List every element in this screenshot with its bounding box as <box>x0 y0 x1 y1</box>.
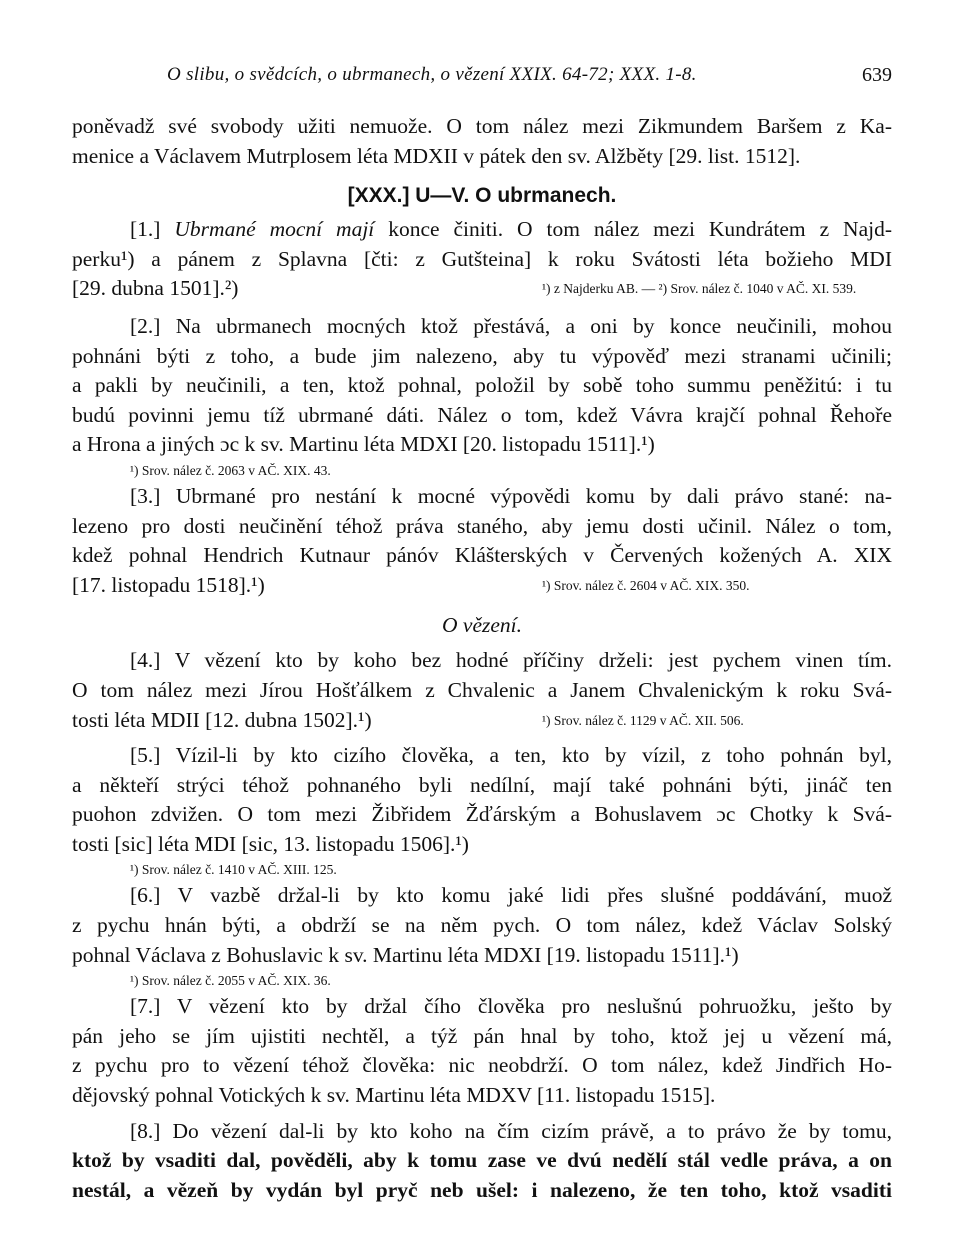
p1-line-3 <box>72 274 892 304</box>
p3-footnote: ¹) Srov. nález č. 2604 v AČ. XIX. 350. <box>542 577 750 593</box>
p5-line-3: puohon zdvižen. O tom mezi Žibřidem Žďárským a Bohuslavem ɔc Chotky k Svá- <box>72 802 892 827</box>
p2-line-1: [2.] Na ubrmanech mocných ktož přestává, a oni by konce neučinili, mohou <box>130 313 892 338</box>
p3-line-4 <box>72 571 892 601</box>
p2-line-3: a pakli by neučinili, a ten, ktož pohnal, položil by sobě toho summu peněžitú: i tu <box>72 373 892 398</box>
p5-line-2: a někteří strýci téhož pohnaného byli nedílní, mají také pohnáni býti, jináč ten <box>72 772 892 797</box>
p4-line-3-text: tosti léta MDII [12. dubna 1502].¹) <box>72 707 372 732</box>
p7-line-4: dějovský pohnal Votických k sv. Martinu léta MDXV [11. listopadu 1515]. <box>72 1083 716 1108</box>
intro-line-1: poněvadž své svobody užiti nemuože. O tom nález mezi Zikmundem Baršem z Ka- <box>72 114 892 138</box>
p6-line-1: [6.] V vazbě držal-li by kto komu jaké lidi přes slušné poddávání, muož <box>130 883 892 908</box>
text-column <box>72 112 892 1205</box>
p4-line-3 <box>72 706 892 736</box>
p6-footnote: ¹) Srov. nález č. 2055 v AČ. XIX. 36. <box>130 973 331 989</box>
p1-line-2: perku¹) a pánem z Splavna [čti: z Gutšteina] k roku Svátosti léta božieho MDI <box>72 246 892 271</box>
p1-italic: Ubrmané mocní mají <box>174 217 375 242</box>
p4-line-2: O tom nález mezi Jírou Hošťálkem z Chvalenic a Janem Chvalenickým k roku Svá- <box>72 677 892 702</box>
intro-line-2: menice a Václavem Mutrplosem léta MDXII v pátek den sv. Alžběty [29. list. 1512]. <box>72 143 801 168</box>
p3-line-3: kdež pohnal Hendrich Kutnaur pánóv Klášterských v Červených kožených A. XIX <box>72 543 892 568</box>
p8-line-1: [8.] Do vězení dal-li by kto koho na čím cizím právě, a to právo že by tomu, <box>130 1118 892 1143</box>
p1-number: [1.] <box>130 217 161 242</box>
running-head: O slibu, o svědcích, o ubrmanech, o vězení XXIX. 64-72; XXX. 1-8. <box>167 64 697 85</box>
p6-line-2: z pychu hnán býti, a obdrží se na něm pych. O tom nález, kdež Václav Solský <box>72 913 892 938</box>
page-number: 639 <box>862 64 892 86</box>
p7-line-2: pán jeho se jím ujistiti nechtěl, a týž pán hnal by toho, ktož jej u vězení má, <box>72 1023 892 1048</box>
section-heading: [XXX.] U—V. O ubrmanech. <box>347 184 617 208</box>
p1-line-1-rest: konce činiti. O tom nález mezi Kundrátem z Najd- <box>388 217 893 242</box>
p3-line-2: lezeno pro dosti neučinění téhož práva staného, aby jemu dosti učinil. Nález o tom, <box>72 513 892 538</box>
p8-line-2: ktož by vsaditi dal, pověděli, aby k tomu zase ve dvú nedělí stál vedle práva, a on <box>72 1148 892 1173</box>
p2-footnote: ¹) Srov. nález č. 2063 v AČ. XIX. 43. <box>130 462 331 478</box>
p1-line-1 <box>72 215 892 245</box>
p7-line-1: [7.] V vězení kto by držal čího člověka pro neslušnú pohruožku, ješto by <box>130 994 892 1019</box>
p5-footnote: ¹) Srov. nález č. 1410 v AČ. XIII. 125. <box>130 862 337 878</box>
p2-line-4: budú povinni jemu tíž ubrmané dáti. Nález o tom, kdež Vávra krajčí pohnal Řehoře <box>72 402 892 427</box>
p2-line-5: a Hrona a jiných ɔc k sv. Martinu léta MDXI [20. listopadu 1511].¹) <box>72 432 655 457</box>
p1-footnote: ¹) z Najderku AB. — ²) Srov. nález č. 1040 v AČ. XI. 539. <box>542 281 857 297</box>
p7-line-3: z pychu pro to vězení téhož člověka: nic neobdrží. O tom nález, kdež Jindřich Ho- <box>72 1053 892 1078</box>
page-header <box>72 64 892 94</box>
p8-line-3: nestál, a vězeň by vydán byl pryč neb ušel: i nalezeno, že ten toho, ktož vsaditi <box>72 1177 892 1202</box>
p6-line-3: pohnal Václava z Bohuslavic k sv. Martinu léta MDXI [19. listopadu 1511].¹) <box>72 942 739 967</box>
p2-line-2: pohnáni býti z toho, a bude jim nalezeno, aby tu výpověď mezi stranami učinili; <box>72 343 892 368</box>
p5-line-1: [5.] Vízil-li by kto cizího člověka, a ten, kto by vízil, z toho pohnán byl, <box>130 743 892 768</box>
p3-line-4-text: [17. listopadu 1518].¹) <box>72 572 265 597</box>
p1-line-3-text: [29. dubna 1501].²) <box>72 276 239 301</box>
p3-line-1: [3.] Ubrmané pro nestání k mocné výpovědi komu by dali právo stané: na- <box>130 483 892 508</box>
p4-footnote: ¹) Srov. nález č. 1129 v AČ. XII. 506. <box>542 712 744 728</box>
p4-line-1: [4.] V vězení kto by koho bez hodné příčiny drželi: jest pychem vinen tím. <box>130 648 892 673</box>
p5-line-4: tosti [sic] léta MDI [sic, 13. listopadu 1506].¹) <box>72 831 469 856</box>
subheading: O vězení. <box>442 613 522 638</box>
